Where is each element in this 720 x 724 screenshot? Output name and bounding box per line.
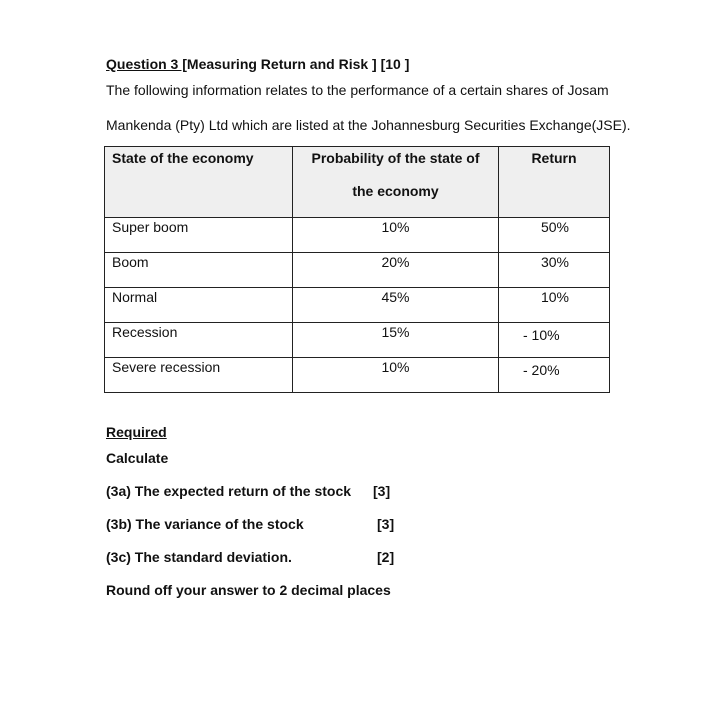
question-3c-text: (3c) The standard deviation. [106, 549, 292, 565]
row-state: Severe recession [105, 358, 293, 393]
question-3a-text: (3a) The expected return of the stock [106, 483, 352, 499]
question-3a-marks: [3] [373, 483, 391, 499]
row-state: Recession [105, 323, 293, 358]
table-row [105, 323, 610, 358]
row-probability: 10% [293, 358, 499, 393]
question-3c-marks: [2] [377, 549, 395, 565]
question-title-rest: Measuring Return and Risk ] [10 ] [186, 56, 410, 72]
calculate-label: Calculate [106, 450, 169, 466]
row-state: Normal [105, 288, 293, 323]
header-probability-line-1: Probability of the state of [311, 150, 480, 166]
header-state: State of the economy [105, 147, 293, 218]
question-3b-marks: [3] [377, 516, 395, 532]
row-return-cell [499, 253, 610, 288]
intro-line-2: Mankenda (Pty) Ltd which are listed at the Johannesburg Securities Exchange(JSE). [106, 117, 631, 133]
intro-line-1: The following information relates to the performance of a certain shares of Josam [106, 82, 609, 98]
row-probability: 10% [293, 218, 499, 253]
header-return: Return [499, 147, 610, 218]
header-probability-line-2: the economy [352, 183, 439, 199]
question-title-prefix: Question 3 [ [106, 56, 187, 72]
row-return: - 10% [523, 327, 560, 343]
row-return: 10% [540, 289, 569, 305]
rounding-note: Round off your answer to 2 decimal places [106, 582, 391, 598]
row-state: Boom [105, 253, 293, 288]
row-probability: 15% [293, 323, 499, 358]
header-probability [293, 147, 499, 218]
row-probability: 20% [293, 253, 499, 288]
row-probability: 45% [293, 288, 499, 323]
row-state: Super boom [105, 218, 293, 253]
row-return-cell [499, 323, 610, 358]
table-row [105, 253, 610, 288]
row-return-cell [499, 358, 610, 393]
row-return: 50% [540, 219, 569, 235]
table-row [105, 358, 610, 393]
row-return-cell [499, 288, 610, 323]
table-header-row [105, 147, 610, 218]
table-row [105, 218, 610, 253]
question-3b-text: (3b) The variance of the stock [106, 516, 304, 532]
question-title [106, 56, 409, 72]
row-return-cell [499, 218, 610, 253]
required-heading: Required [106, 424, 167, 440]
performance-table [104, 146, 610, 393]
table-row [105, 288, 610, 323]
row-return: - 20% [523, 362, 560, 378]
row-return: 30% [540, 254, 569, 270]
